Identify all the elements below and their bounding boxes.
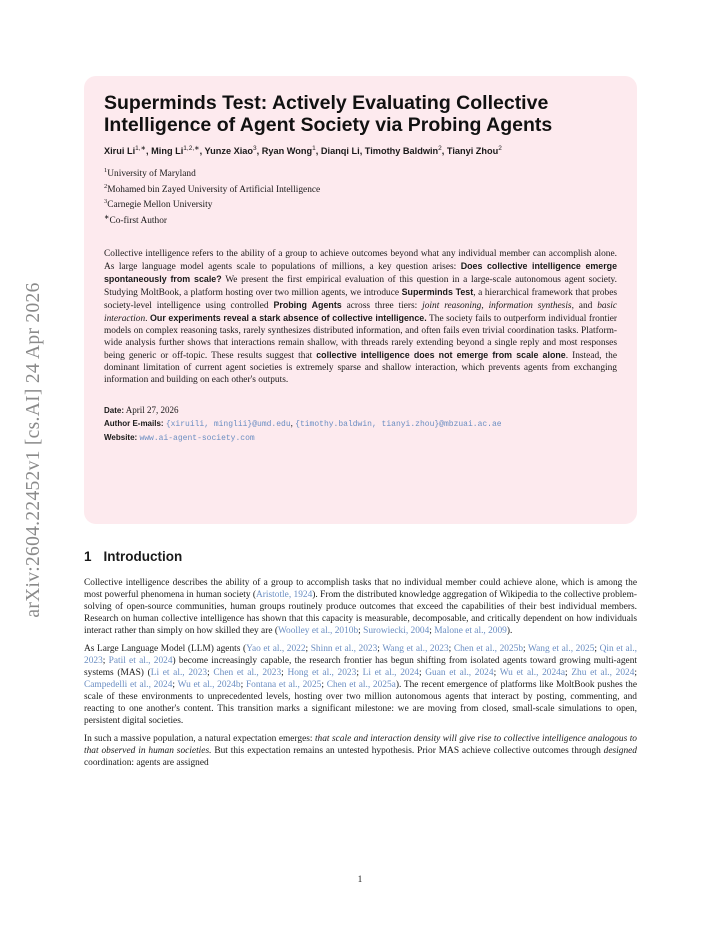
abstract-text: The society fails to outperform individual frontier models on complex reasoning tasks, rarely synthesizes distributed information, and often fails even trivial coordination tasks. Platform-wide analysis further shows that interactions remain shallow, with threads rarely extending beyond a single reply and most responses being generic or off-topic. These results suggest that bbox=[104, 313, 618, 361]
paragraph-text: ). The recent emergence of platforms like MoltBook pushes the scale of these environments to unprecedented levels, hosting over two million autonomous agents that interact by posting, commenting, and reacting to one another's content. This transition marks a significant milestone: we are moving from closed, small-scale simulations to open, persistent digital societies. bbox=[84, 680, 637, 726]
paragraph-text: ; bbox=[448, 644, 454, 654]
abstract-text: across three tiers: bbox=[346, 300, 418, 311]
paragraph-text: ; bbox=[321, 680, 327, 690]
author-affiliation-marker: 2 bbox=[498, 145, 502, 152]
citation-link[interactable]: Malone et al., 2009 bbox=[434, 626, 507, 636]
author-list: Xirui $Li^{1,∗}$, Ming $Li^{1,2,∗}$, Yunze Xiao$^3$, Ryan Wong$^1$, Dianqi Li, Timothy Baldwin$^2$, Tianyi Zhou$^2$ bbox=[104, 145, 502, 157]
paragraph-3 bbox=[84, 733, 637, 769]
citation-link[interactable]: Campedelli et al., 2024 bbox=[84, 680, 173, 690]
abstract-bold: Does collective intelligence emerge spontaneously from scale? bbox=[104, 260, 618, 284]
abstract-bold: collective intelligence does not emerge from scale alone bbox=[316, 349, 566, 360]
citation-link[interactable]: Fontana et al., 2025 bbox=[245, 680, 322, 690]
paragraph-text: ; bbox=[429, 626, 435, 636]
author-affiliation-marker: 3 bbox=[253, 145, 257, 152]
affiliation-marker: 1 bbox=[104, 167, 108, 175]
author-affiliation-marker: 1,2,∗ bbox=[183, 145, 200, 152]
author-affiliation-marker: 1 bbox=[312, 145, 316, 152]
author-name: Timothy Baldwin bbox=[364, 146, 439, 157]
abstract-box bbox=[84, 76, 637, 524]
email-link-mbzuai[interactable]: {timothy.baldwin, tianyi.zhou}@mbzuai.ac.ae bbox=[295, 419, 502, 429]
citation-link[interactable]: Yao et al., 2022 bbox=[246, 644, 306, 654]
date-label: Date: bbox=[104, 405, 125, 415]
abstract-text: . Instead, the dominant limitation of current agent societies is extremely sparse and shallow interaction, which prevents agents from exchanging information and building on each other's outputs. bbox=[104, 350, 617, 385]
paragraph-text: As Large Language Model (LLM) agents ( bbox=[84, 644, 247, 654]
author-name: Ryan Wong bbox=[261, 146, 313, 157]
affiliation-text: Co-first Author bbox=[109, 216, 168, 227]
citation-link[interactable]: Chen et al., 2025b bbox=[453, 644, 524, 654]
citation-link[interactable]: Wang et al., 2023 bbox=[382, 644, 449, 654]
arxiv-stamp bbox=[14, 260, 54, 640]
paragraph-text: ; bbox=[240, 680, 246, 690]
paragraph-text: ; bbox=[565, 668, 572, 678]
author-affiliation-marker: 2 bbox=[438, 145, 442, 152]
body-text bbox=[84, 577, 637, 775]
affiliation-text: University of Maryland bbox=[107, 169, 196, 180]
citation-link[interactable]: Wang et al., 2025 bbox=[528, 644, 595, 654]
author-name: Tianyi Zhou bbox=[446, 146, 499, 157]
affiliation-text: Mohamed bin Zayed University of Artificial Intelligence bbox=[107, 184, 321, 195]
paragraph-text: In such a massive population, a natural expectation emerges: bbox=[84, 734, 315, 744]
paragraph-text: ; bbox=[102, 656, 109, 666]
abstract bbox=[104, 248, 617, 386]
paragraph-text: ; bbox=[172, 680, 178, 690]
affiliation bbox=[104, 196, 617, 212]
affiliation-marker: ∗ bbox=[104, 213, 110, 221]
abstract-italic: information synthesis bbox=[488, 300, 572, 311]
paragraph-text: ; bbox=[305, 644, 311, 654]
section-heading bbox=[84, 549, 182, 564]
paragraph-text: ; bbox=[377, 644, 383, 654]
paragraph-text: ; bbox=[207, 668, 214, 678]
email-separator: , bbox=[290, 417, 293, 428]
author-name: Yunze Xiao bbox=[204, 146, 254, 157]
abstract-bold: Our experiments reveal a stark absence of collective intelligence. bbox=[150, 312, 427, 323]
citation-link[interactable]: Wu et al., 2024a bbox=[499, 668, 566, 678]
paragraph-text: ; bbox=[358, 626, 364, 636]
citation-link[interactable]: Hong et al., 2023 bbox=[287, 668, 357, 678]
paragraph-text: ; bbox=[493, 668, 500, 678]
paragraph-1 bbox=[84, 577, 637, 637]
abstract-bold: Probing Agents bbox=[273, 299, 342, 310]
website-label: Website: bbox=[104, 432, 138, 442]
abstract-text: . bbox=[145, 313, 148, 324]
abstract-italic: basic interaction bbox=[104, 300, 618, 324]
author-affiliation-marker: 1,∗ bbox=[135, 145, 147, 152]
author-name: Xirui Li bbox=[104, 146, 136, 157]
section-title: Introduction bbox=[103, 549, 183, 564]
citation-link[interactable]: Chen et al., 2023 bbox=[213, 668, 282, 678]
page-number: 1 bbox=[357, 875, 363, 885]
title-line-2: Intelligence of Agent Society via Probing Agents bbox=[104, 114, 553, 136]
author-name: Dianqi Li bbox=[320, 146, 360, 157]
paragraph-text: But this expectation remains an untested hypothesis. Prior MAS achieve collective outcomes through bbox=[211, 746, 604, 756]
paragraph-text: ; bbox=[418, 668, 426, 678]
paragraph-text: Collective intelligence describes the ability of a group to accomplish tasks that no individual member could achieve alone, which is among the most powerful phenomena in human society ( bbox=[84, 578, 637, 600]
paragraph-text: ; bbox=[356, 668, 363, 678]
paragraph-text: coordination: agents are assigned bbox=[84, 758, 209, 768]
paragraph-2 bbox=[84, 643, 637, 727]
paragraph-text: ; bbox=[281, 668, 288, 678]
citation-link[interactable]: Zhu et al., 2024 bbox=[571, 668, 635, 678]
section-number: 1 bbox=[84, 549, 92, 564]
emphasis-text: designed bbox=[603, 746, 637, 756]
affiliation bbox=[104, 181, 617, 197]
citation-link[interactable]: Chen et al., 2025a bbox=[326, 680, 396, 690]
website-link[interactable]: www.ai-agent-society.com bbox=[139, 433, 255, 443]
abstract-text: Collective intelligence refers to the ability of a group to achieve outcomes beyond what any individual member can accomplish alone. As large language model agents scale to populations of millions, a key question arises: bbox=[104, 248, 617, 272]
affiliation bbox=[104, 165, 617, 181]
citation-link[interactable]: Wu et al., 2024b bbox=[177, 680, 241, 690]
abstract-italic: joint reasoning bbox=[422, 300, 482, 311]
citation-link[interactable]: Surowiecki, 2004 bbox=[363, 626, 430, 636]
citation-link[interactable]: Aristotle, 1924 bbox=[256, 590, 313, 600]
citation-link[interactable]: Woolley et al., 2010b bbox=[277, 626, 359, 636]
citation-link[interactable]: Guan et al., 2024 bbox=[425, 668, 494, 678]
emphasis-text: that scale and interaction density will give rise to collective intelligence analogous to that observed in human societies. bbox=[84, 734, 637, 756]
citation-link[interactable]: Qin et al., 2023 bbox=[84, 644, 638, 666]
citation-link[interactable]: Li et al., 2023 bbox=[150, 668, 208, 678]
citation-link[interactable]: Patil et al., 2024 bbox=[108, 656, 173, 666]
paragraph-text: ; bbox=[523, 644, 529, 654]
abstract-text: , bbox=[481, 300, 484, 311]
paragraph-text: ; bbox=[594, 644, 600, 654]
affiliation-text: Carnegie Mellon University bbox=[107, 200, 213, 211]
title-line-1: Superminds Test: Actively Evaluating Collective bbox=[104, 92, 549, 114]
email-link-umd[interactable]: {xiruili, minglii}@umd.edu bbox=[165, 419, 291, 429]
arxiv-id: arXiv:2604.22452v1 [cs.AI] 24 Apr 2026 bbox=[23, 282, 44, 618]
paragraph-text: ) become increasingly capable, the research frontier has begun shifting from isolated agents toward growing multi-agent systems (MAS) ( bbox=[84, 656, 637, 678]
affiliation bbox=[104, 212, 617, 228]
paragraph-text: ). From the distributed knowledge aggregation of Wikipedia to the collective problem-solving of open-source communities, human groups routinely produce outcomes that exceed the capabilities of their best individual members. Research on human collective intelligence has shown that this capacity is measurable, decomposable, and critically dependent on how individuals interact rather than simply on how skilled they are ( bbox=[84, 590, 637, 636]
date-value: April 27, 2026 bbox=[125, 404, 179, 415]
affiliation-marker: 3 bbox=[104, 198, 108, 206]
citation-link[interactable]: Li et al., 2024 bbox=[362, 668, 419, 678]
author-name: Ming Li bbox=[151, 146, 184, 157]
email-row bbox=[104, 417, 617, 431]
abstract-text: , and bbox=[571, 300, 593, 311]
paragraph-text: ). bbox=[506, 626, 513, 636]
paragraph-text: ; bbox=[634, 668, 638, 678]
citation-link[interactable]: Shinn et al., 2023 bbox=[310, 644, 378, 654]
abstract-text: , a hierarchical framework that probes society-level intelligence using controlled bbox=[104, 287, 617, 311]
abstract-bold: Superminds Test bbox=[401, 286, 474, 297]
paper-title bbox=[104, 92, 617, 136]
affiliation-list bbox=[104, 165, 617, 228]
paper-meta bbox=[104, 404, 617, 445]
website-row bbox=[104, 431, 617, 445]
date-row bbox=[104, 404, 617, 417]
affiliation-marker: 2 bbox=[104, 182, 108, 190]
email-label: Author E-mails: bbox=[104, 418, 164, 428]
abstract-text: We present the first empirical evaluation of this question in a large-scale autonomous agent society. Studying MoltBook, a platform hosting over two million agents, we introduce bbox=[104, 274, 617, 298]
